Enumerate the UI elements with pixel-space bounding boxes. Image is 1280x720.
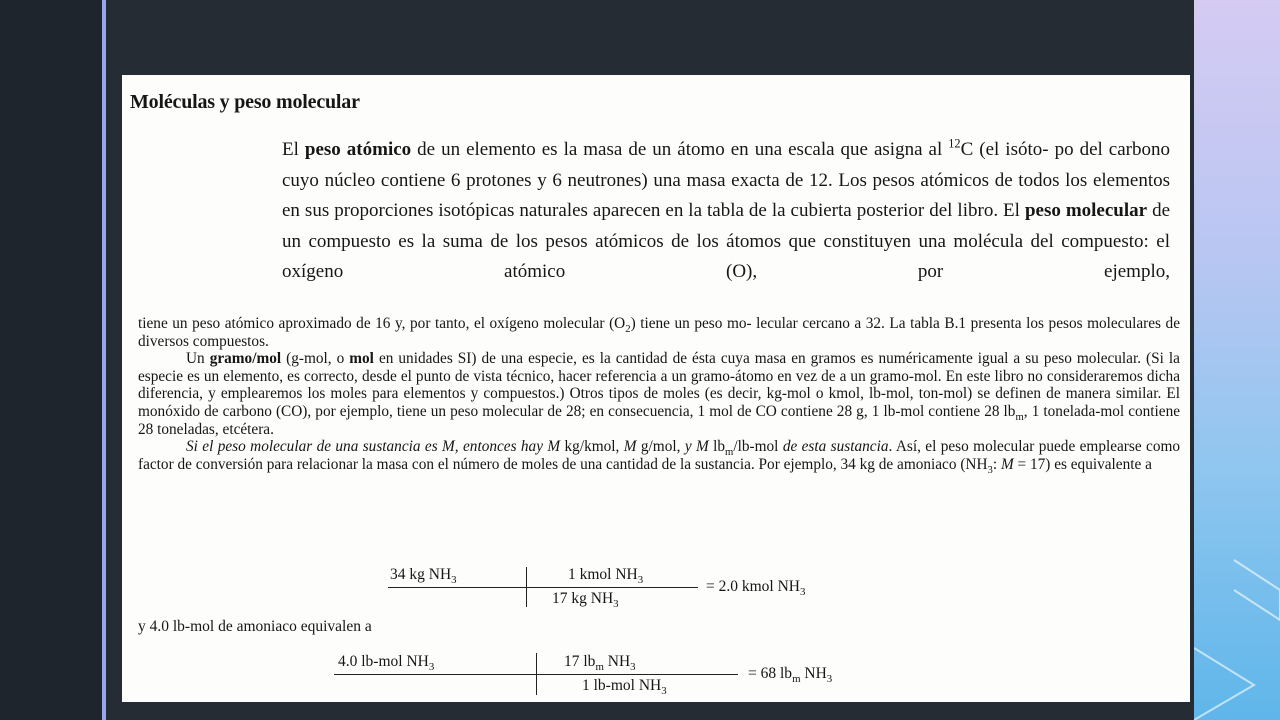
term-peso-molecular: peso molecular (1024, 200, 1148, 221)
text: , 1 tonelada-mol contiene 28 toneladas, etcétera. (138, 402, 1181, 438)
text: kg/kmol, (564, 438, 624, 456)
italic-text: M (1000, 455, 1014, 473)
subscript: 2 (625, 323, 631, 336)
eq1-denominator-right: 17 kg $NH_3$ (552, 590, 619, 611)
italic-text: M (623, 438, 637, 456)
text: tiene un peso atómico aproximado de 16 y, por tanto, el oxígeno molecular (O (138, 315, 626, 332)
paragraph-factor-conversion (138, 438, 1181, 476)
paragraph-peso-atomico (282, 135, 1170, 288)
eq2-numerator-right: 17 $lb_m$ $NH_3$ (564, 653, 636, 674)
eq1-numerator-right: 1 kmol $NH_3$ (568, 566, 644, 587)
subscript: m (725, 446, 734, 459)
eq1-numerator-left: 34 kg $NH_3$ (390, 566, 457, 587)
text: C (el isóto- po del carbono cuyo núcleo contiene 6 protones y 6 neutrones) una masa exacta de 12. Los pesos atómicos de todos los elementos en sus proporciones isotópicas naturales aparecen en la tabla de la cubierta posterior del libro. El (282, 139, 1170, 221)
eq1-divider (526, 567, 527, 607)
text: Un (186, 350, 210, 368)
term-mol: mol (349, 350, 374, 368)
eq2-result: = 68 $lb_m$ $NH_3$ (748, 665, 833, 686)
paragraph-oxigeno (138, 315, 1180, 350)
subscript: 3 (987, 463, 993, 476)
term-gramo-mol: gramo/mol (209, 350, 282, 368)
text: de un compuesto es la suma de los pesos atómicos de los átomos que constituyen una molécula del compuesto: el oxígeno atómico (O), por ejemplo, (282, 200, 1170, 282)
text: . Así, el peso molecular puede emplearse como factor de conversión para relacionar la masa con el número de moles de una cantidad de la sustancia. Por ejemplo, 34 kg de amoniaco (NH (138, 438, 1181, 473)
decorative-gradient-panel (1194, 0, 1280, 720)
left-band (0, 0, 102, 720)
italic-text: Si el peso molecular de una sustancia es M, entonces hay M (186, 438, 565, 456)
text: ) tiene un peso mo- lecular cercano a 32. La tabla B.1 presenta los pesos moleculares de diversos compuestos. (138, 315, 1180, 350)
text: de un elemento es la masa de un átomo en una escala que asigna al (411, 139, 949, 160)
term-peso-atomico: peso atómico (304, 139, 412, 160)
middle-text: y 4.0 lb-mol de amoniaco equivalen a (138, 618, 372, 635)
eq2-divider (536, 653, 537, 695)
text: : (992, 455, 1001, 473)
text: en unidades SI) de una especie, es la cantidad de ésta cuya masa en gramos es numéricamente igual a su peso molecular. (Si la especie es un elemento, es correcto, desde el punto de vista técnico, hacer referencia a un gramo-átomo en vez de a un gramo-mol. En este libro no consideraremos dicha diferencia, y emplearemos los moles para elementos y compuestos.) Otros tipos de moles (es decir, kg-mol o kmol, lb-mol, ton-mol) se definen de manera similar. El monóxido de carbono (CO), por ejemplo, tiene un peso molecular de 28; en consecuencia, 1 mol de CO contiene 28 g, 1 lb-mol contiene 28 lb (138, 350, 1180, 420)
italic-text: de esta sustancia (782, 438, 889, 456)
text: g/mol, (636, 438, 685, 456)
eq1-fraction-bar (388, 587, 698, 588)
subscript: m (1015, 411, 1024, 424)
accent-line (102, 0, 106, 720)
text: lb (713, 438, 726, 456)
eq2-numerator-left: 4.0 lb-mol $NH_3$ (338, 653, 435, 674)
text: = 17) es equivalente a (1013, 455, 1152, 473)
eq1-result: = 2.0 kmol $NH_3$ (706, 578, 806, 599)
chevron-decoration-icon (1194, 0, 1280, 720)
italic-text: y M (684, 438, 714, 456)
document-title: Moléculas y peso molecular (130, 91, 360, 113)
paragraph-gramo-mol (138, 350, 1180, 438)
text: El (282, 139, 305, 160)
document-page-image (122, 75, 1190, 702)
isotope-superscript: 12 (948, 136, 961, 151)
text: /lb-mol (733, 438, 783, 456)
eq2-denominator-right: 1 lb-mol $NH_3$ (582, 677, 667, 698)
text: (g-mol, o (281, 350, 350, 368)
main-text-block (138, 315, 1181, 476)
